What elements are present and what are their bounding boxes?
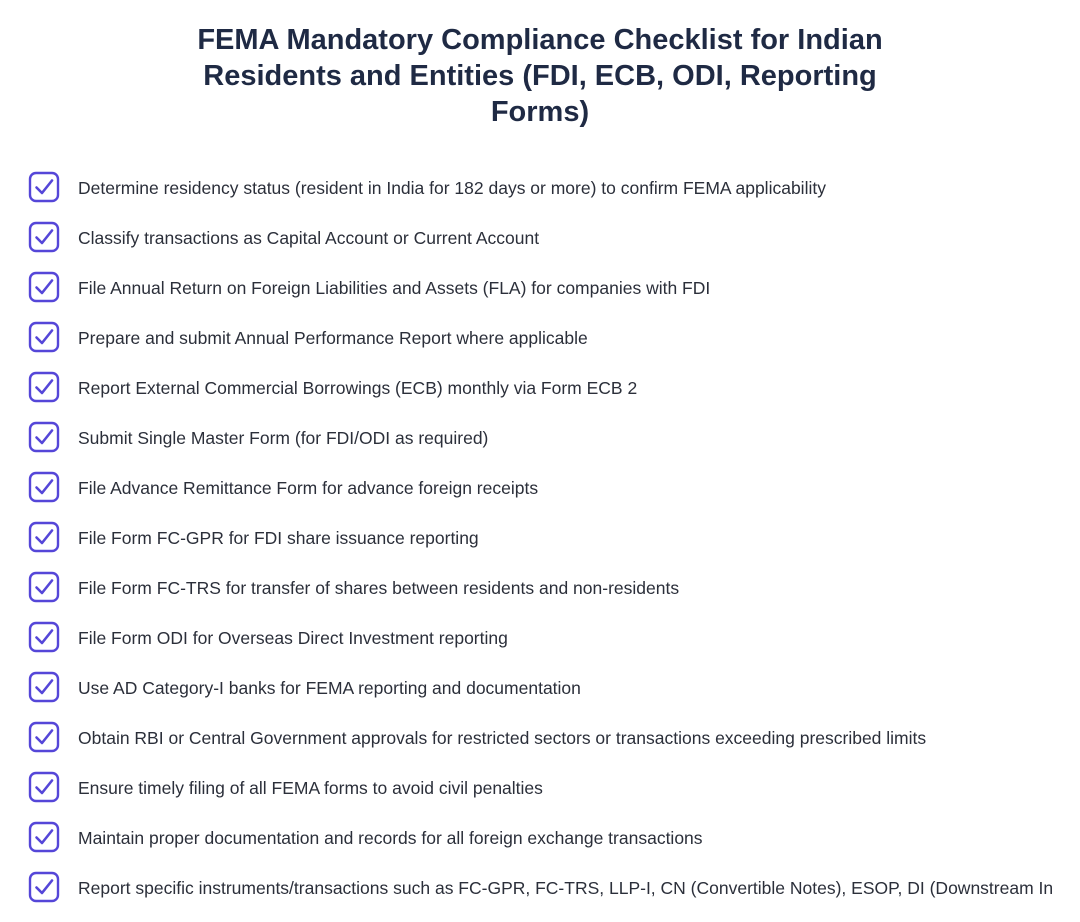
checklist-item-label: Prepare and submit Annual Performance Report where applicable [78, 328, 588, 348]
checklist-item [0, 263, 1080, 313]
checklist-item [0, 613, 1080, 663]
checkbox-checked-icon-graphic [28, 621, 60, 653]
checkbox-checked-icon[interactable] [28, 271, 60, 303]
checklist-item [0, 313, 1080, 363]
checklist-item-label: Determine residency status (resident in India for 182 days or more) to confirm FEMA applicability [78, 178, 826, 198]
checklist-item [0, 463, 1080, 513]
checklist-item [0, 563, 1080, 613]
checklist-item-label: File Form FC-TRS for transfer of shares between residents and non-residents [78, 578, 680, 598]
checkbox-checked-icon-graphic [28, 671, 60, 703]
checklist-item [0, 163, 1080, 213]
checklist-item-label: Ensure timely filing of all FEMA forms to avoid civil penalties [78, 778, 543, 798]
checkbox-checked-icon-graphic [28, 371, 60, 403]
checkbox-checked-icon[interactable] [28, 521, 60, 553]
checklist-item-label: File Form FC-GPR for FDI share issuance reporting [78, 528, 479, 548]
checklist-item [0, 713, 1080, 763]
checkbox-checked-icon-graphic [28, 421, 60, 453]
page-title-line: Residents and Entities (FDI, ECB, ODI, Reporting [203, 60, 877, 92]
checklist-item [0, 863, 1080, 913]
checklist-item [0, 363, 1080, 413]
checkbox-checked-icon-graphic [28, 171, 60, 203]
checklist-item-label: File Annual Return on Foreign Liabilities and Assets (FLA) for companies with FDI [78, 278, 711, 298]
checklist-item [0, 413, 1080, 463]
checkbox-checked-icon[interactable] [28, 621, 60, 653]
checkbox-checked-icon-graphic [28, 771, 60, 803]
checkbox-checked-icon-graphic [28, 571, 60, 603]
checkbox-checked-icon-graphic [28, 471, 60, 503]
checkbox-checked-icon-graphic [28, 271, 60, 303]
page-title-line: Forms) [490, 96, 590, 128]
checklist-item-label: Classify transactions as Capital Account or Current Account [78, 228, 540, 248]
checkbox-checked-icon[interactable] [28, 871, 60, 903]
checkbox-checked-icon-graphic [28, 871, 60, 903]
checkbox-checked-icon-graphic [28, 521, 60, 553]
checkbox-checked-icon[interactable] [28, 321, 60, 353]
checklist-item [0, 663, 1080, 713]
page-title [0, 22, 1080, 130]
checklist-item-label: Use AD Category-I banks for FEMA reporting and documentation [78, 678, 581, 698]
checklist-item [0, 763, 1080, 813]
checkbox-checked-icon[interactable] [28, 671, 60, 703]
checklist-item [0, 513, 1080, 563]
checkbox-checked-icon-graphic [28, 321, 60, 353]
checkbox-checked-icon[interactable] [28, 821, 60, 853]
compliance-checklist [0, 163, 1080, 913]
checklist-item [0, 813, 1080, 863]
checklist-item-label: Report External Commercial Borrowings (ECB) monthly via Form ECB 2 [78, 378, 638, 398]
checkbox-checked-icon[interactable] [28, 421, 60, 453]
checkbox-checked-icon[interactable] [28, 171, 60, 203]
checkbox-checked-icon-graphic [28, 821, 60, 853]
page-title-line: FEMA Mandatory Compliance Checklist for Indian [197, 24, 883, 56]
checklist-item-label: File Form ODI for Overseas Direct Investment reporting [78, 628, 508, 648]
checkbox-checked-icon[interactable] [28, 221, 60, 253]
checklist-item-label: Maintain proper documentation and records for all foreign exchange transactions [78, 828, 703, 848]
checklist-item-label: Report specific instruments/transactions such as FC-GPR, FC-TRS, LLP-I, CN (Convertible Notes), ESOP, DI (Downstream In [78, 878, 1054, 898]
checklist-item-label: File Advance Remittance Form for advance foreign receipts [78, 478, 539, 498]
checklist-item-label: Submit Single Master Form (for FDI/ODI as required) [78, 428, 489, 448]
checkbox-checked-icon-graphic [28, 221, 60, 253]
checkbox-checked-icon[interactable] [28, 371, 60, 403]
checklist-item [0, 213, 1080, 263]
checkbox-checked-icon[interactable] [28, 471, 60, 503]
checklist-item-label: Obtain RBI or Central Government approvals for restricted sectors or transactions exceeding prescribed limits [78, 728, 927, 748]
checkbox-checked-icon[interactable] [28, 771, 60, 803]
checkbox-checked-icon[interactable] [28, 571, 60, 603]
checkbox-checked-icon[interactable] [28, 721, 60, 753]
checkbox-checked-icon-graphic [28, 721, 60, 753]
